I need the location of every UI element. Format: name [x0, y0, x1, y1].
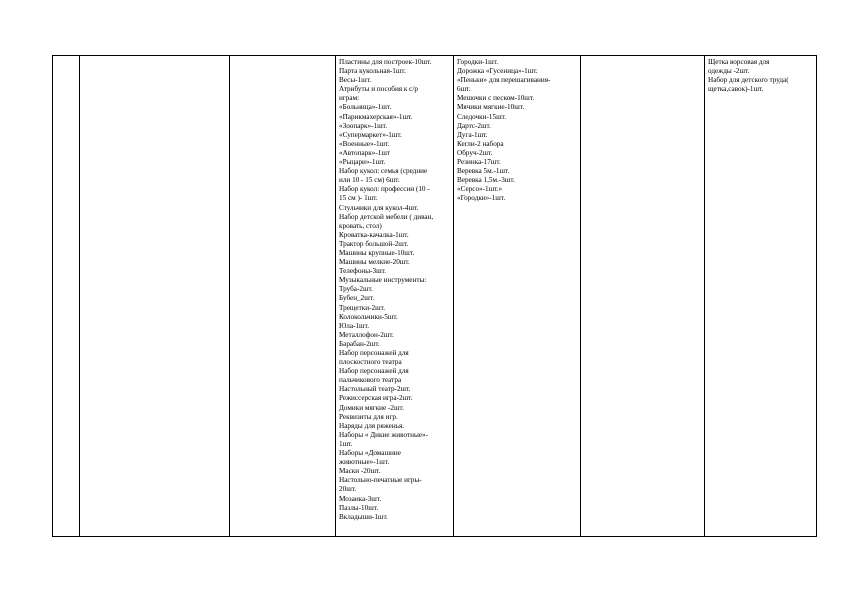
- list-item: «Военные»-1шт.: [339, 139, 390, 148]
- list-item: Набор персонажей для: [339, 349, 409, 357]
- list-item: щетка,савок)-1шт.: [708, 85, 764, 94]
- table-row: [53, 56, 817, 537]
- list-item: «Парикмахерская»-1шт.: [339, 112, 413, 121]
- list-item: Маски -20шт.: [339, 467, 381, 476]
- cell-role-play-equipment: [336, 56, 454, 537]
- cell-labor-equipment: [705, 56, 817, 537]
- list-item: кровать, стол): [339, 221, 382, 230]
- list-item: Мозаика-3шт.: [339, 494, 382, 503]
- list-item: Домики мягкие -2шт.: [339, 403, 404, 412]
- list-item: Следочки-15шт.: [457, 112, 507, 121]
- list-item: Дорожка «Гусеница»-1шт.: [457, 67, 538, 76]
- cell-column-3: [230, 56, 336, 537]
- list-item: Весы-1шт.: [339, 76, 372, 85]
- list-item: Резинка-17шт.: [457, 158, 501, 167]
- list-item: Настольный театр-2шт.: [339, 385, 411, 394]
- list-item: Бубен_2шт.: [339, 294, 375, 303]
- list-item: Кроватка-качалка-1шт.: [339, 230, 409, 239]
- list-item: Мешочки с песком-10шт.: [457, 94, 535, 103]
- list-item: Парта кукольная-1шт.: [339, 67, 406, 76]
- list-item: Набор для детского труда(: [708, 76, 789, 85]
- inventory-table: [52, 55, 817, 537]
- list-item: Юла-1шт.: [339, 321, 369, 330]
- list-item: Трещетки-2шт.: [339, 303, 386, 312]
- list-item: Набор персонажей для: [339, 367, 409, 376]
- list-item: Трактор большой-2шт.: [339, 239, 409, 248]
- list-item: Наряды для ряженья.: [339, 421, 405, 430]
- list-item: Машины мелкие-20шт.: [339, 258, 410, 267]
- list-item: 6шт.: [457, 85, 471, 94]
- list-item: Барабан-2шт.: [339, 339, 380, 348]
- list-item: Наборы «Домашние: [339, 449, 401, 458]
- cell-sport-equipment: [454, 56, 581, 537]
- list-item: 20шт.: [339, 485, 357, 494]
- list-item: Веревка 1,5м.-3шт.: [457, 176, 515, 185]
- list-item: Телефоны-3шт.: [339, 267, 387, 276]
- list-item: 15 см )- 1шт.: [339, 194, 378, 203]
- list-item: Колокольчики-5шт.: [339, 312, 398, 321]
- list-item: Вкладыши-1шт.: [339, 512, 388, 521]
- list-item: Реквизиты для игр.: [339, 412, 398, 421]
- cell-number: [53, 56, 80, 537]
- list-item: Мячики мягкие-10шт.: [457, 103, 525, 112]
- list-item: Наборы « Дикие животные»-: [339, 430, 428, 439]
- list-item: играм:: [339, 94, 360, 103]
- list-item: «Серсо»-1шт.»: [457, 185, 503, 194]
- list-item: «Автопарк»-1шт: [339, 148, 391, 157]
- list-item: или 10 - 15 см) 6шт.: [339, 176, 400, 185]
- list-item: Щетка ворсовая для: [708, 58, 770, 66]
- list-item: Пластины для построек-10шт.: [339, 58, 432, 66]
- list-item: Набор детской мебели ( диван,: [339, 212, 434, 221]
- list-item: «Зоопарк»-1шт.: [339, 121, 388, 130]
- list-item: Городки-1шт.: [457, 58, 499, 66]
- list-item: 1шт.: [339, 439, 353, 448]
- list-item: Кегли-2 набора: [457, 139, 504, 148]
- list-item: «Супермаркет»-1шт.: [339, 130, 402, 139]
- list-item: животные»-1шт.: [339, 458, 390, 467]
- list-item: Набор кукол: семья (средние: [339, 167, 428, 176]
- list-item: Обруч-2шт.: [457, 148, 493, 157]
- list-item: «Больница»-1шт.: [339, 103, 392, 112]
- list-item: «Городки»-1шт.: [457, 194, 506, 203]
- cell-column-2: [80, 56, 230, 537]
- list-item: Дуга-1шт.: [457, 130, 488, 139]
- list-item: Машины крупные-10шт.: [339, 248, 415, 257]
- list-item: Пазлы-10шт.: [339, 503, 379, 512]
- list-item: Режиссерская игра-2шт.: [339, 394, 413, 403]
- list-item: пальчикового театра: [339, 376, 402, 385]
- list-item: Труба-2шт.: [339, 285, 373, 294]
- list-item: Металлофон-2шт.: [339, 330, 394, 339]
- list-item: «Пеньки» для перешагивания-: [457, 76, 551, 85]
- list-item: Настольно-печатные игры-: [339, 476, 422, 485]
- list-item: Веревка 5м.-1шт.: [457, 167, 510, 176]
- list-item: Музыкальные инструменты:: [339, 276, 427, 285]
- list-item: плоскостного театра: [339, 358, 402, 367]
- list-item: Дартс-2шт.: [457, 121, 491, 130]
- list-item: Набор кукол: профессии (10 -: [339, 185, 430, 194]
- list-item: Стульчики для кукол-4шт.: [339, 203, 419, 212]
- cell-column-6: [581, 56, 705, 537]
- list-item: одежды -2шт.: [708, 67, 750, 76]
- list-item: Атрибуты и пособия к с/р: [339, 85, 418, 94]
- list-item: «Рыцари»-1шт.: [339, 158, 386, 167]
